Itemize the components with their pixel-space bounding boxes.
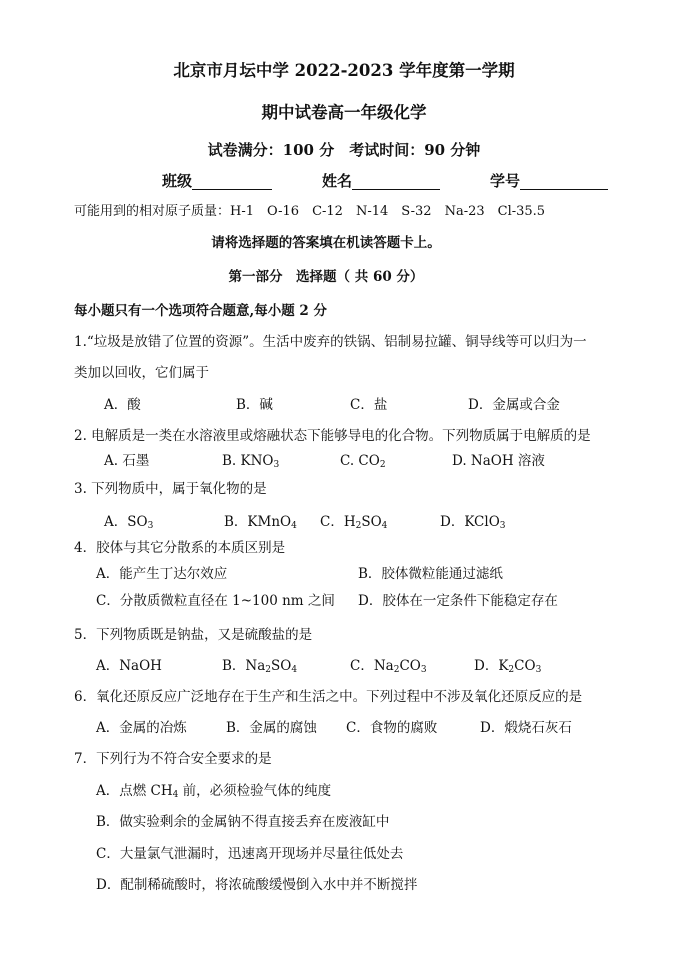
question-2-stem: 2. 电解质是一类在水溶液里或熔融状态下能够导电的化合物。下列物质属于电解质的是 <box>74 428 591 444</box>
question-1-option-d: D．金属或合金 <box>468 397 560 413</box>
question-2-option-a: A. 石墨 <box>104 453 150 469</box>
school-title: 北京市月坛中学 2022-2023 学年度第一学期 <box>173 61 515 80</box>
question-1-stem-cont: 类加以回收，它们属于 <box>74 365 209 381</box>
question-6-option-c: C．食物的腐败 <box>346 720 438 736</box>
atomic-masses: 可能用到的相对原子质量：H-1 O-16 C-12 N-14 S-32 Na-23 Cl-35.5 <box>74 204 546 219</box>
question-6-stem: 6．氧化还原反应广泛地存在于生产和生活之中。下列过程中不涉及氧化还原反应的是 <box>74 689 583 705</box>
question-3-option-d: D．KClO$_3$ <box>440 514 506 531</box>
question-4-option-b: B．胶体微粒能通过滤纸 <box>358 566 503 582</box>
name-label: 姓名 <box>322 172 353 190</box>
instruction: 每小题只有一个选项符合题意,每小题 2 分 <box>74 303 327 319</box>
question-7-option-d: D．配制稀硫酸时，将浓硫酸缓慢倒入水中并不断搅拌 <box>96 877 418 893</box>
class-blank <box>192 173 272 190</box>
id-label: 学号 <box>490 172 521 190</box>
question-1-stem: 1.“垃圾是放错了位置的资源”。生活中废弃的铁锅、铝制易拉罐、铜导线等可以归为一 <box>74 334 587 350</box>
id-field <box>490 172 608 190</box>
question-5-stem: 5．下列物质既是钠盐，又是硫酸盐的是 <box>74 627 313 643</box>
question-5-option-a: A．NaOH <box>96 658 162 674</box>
question-7-option-a: A．点燃 $CH_4$ 前，必须检验气体的纯度 <box>96 783 332 800</box>
question-1-option-b: B．碱 <box>236 397 273 413</box>
exam-info: 试卷满分：100 分 考试时间：90 分钟 <box>207 141 481 159</box>
name-blank <box>352 173 440 190</box>
name-field <box>322 172 440 190</box>
question-6-option-d: D．煅烧石灰石 <box>480 720 572 736</box>
question-1-option-a: A．酸 <box>104 397 141 413</box>
question-4-option-d: D．胶体在一定条件下能稳定存在 <box>358 593 558 609</box>
id-blank <box>520 173 608 190</box>
question-3-option-a: A．$SO_3$ <box>104 514 154 531</box>
question-1-option-c: C．盐 <box>350 397 388 413</box>
question-4-option-c: C．分散质微粒直径在 1~100 nm 之间 <box>96 593 335 609</box>
question-5-option-b: B．$Na_2SO_4$ <box>222 658 298 675</box>
question-4-stem: 4．胶体与其它分散系的本质区别是 <box>74 540 286 556</box>
question-7-option-b: B．做实验剩余的金属钠不得直接丢弃在废液缸中 <box>96 814 390 830</box>
question-4-option-a: A．能产生丁达尔效应 <box>96 566 228 582</box>
question-2-option-d: D. NaOH 溶液 <box>452 453 545 469</box>
question-7-stem: 7．下列行为不符合安全要求的是 <box>74 751 272 767</box>
question-6-option-a: A．金属的冶炼 <box>96 720 187 736</box>
question-6-option-b: B．金属的腐蚀 <box>226 720 317 736</box>
question-7-option-c: C．大量氯气泄漏时，迅速离开现场并尽量往低处去 <box>96 846 404 862</box>
exam-title: 期中试卷高一年级化学 <box>261 103 427 122</box>
question-3-stem: 3. 下列物质中，属于氧化物的是 <box>74 481 267 497</box>
answer-note: 请将选择题的答案填在机读答题卡上。 <box>211 235 441 251</box>
class-field <box>162 172 272 190</box>
question-5-option-d: D．$K_2CO_3$ <box>474 658 542 675</box>
question-3-option-c: C．$H_2SO_4$ <box>320 514 388 531</box>
class-label: 班级 <box>162 172 193 190</box>
question-3-option-b: B．KMnO$_4$ <box>224 514 297 531</box>
question-2-option-b: B. $KNO_3$ <box>222 453 280 470</box>
question-2-option-c: C. $CO_2$ <box>340 453 386 470</box>
question-5-option-c: C．$Na_2CO_3$ <box>350 658 427 675</box>
part-title: 第一部分 选择题（ 共 60 分） <box>228 269 424 285</box>
